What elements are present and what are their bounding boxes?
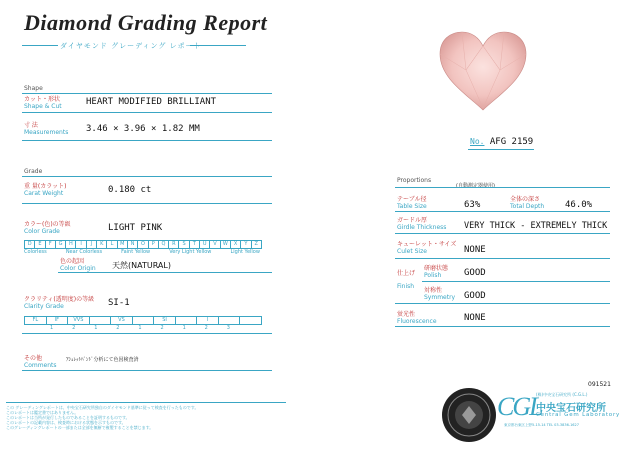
carat-label: 重 量(カラット) Carat Weight: [24, 183, 67, 197]
footer-note: このレポートは鑑定書ではありません。: [6, 410, 79, 415]
color-scale-cell: H: [66, 241, 76, 248]
color-grade-scale: [24, 240, 262, 249]
grade-rule: [22, 176, 272, 177]
clarity-scale-cell: VVS: [68, 317, 90, 324]
footer-note: このグレーディングレポートの一部または全部を無断で複製することを禁じます。: [6, 425, 154, 430]
footer-note: この グレーディングレポートは、中央宝石研究所独自のダイヤモンド基準に従って検査を行ったものです。: [6, 405, 199, 410]
footer-rule: [6, 402, 286, 403]
color-scale-caption: Colorless: [24, 249, 47, 255]
polish-rule: [422, 281, 610, 282]
culet-label: キューレット・サイズ Culet Size: [397, 241, 457, 255]
measurements-value: 3.46 × 3.96 × 1.82 MM: [86, 124, 200, 134]
color-scale-cell: E: [35, 241, 45, 248]
girdle-value: VERY THICK - EXTREMELY THICK: [464, 221, 608, 231]
color-origin-rule: [58, 272, 272, 273]
clarity-scale-cell: IF: [47, 317, 69, 324]
color-scale-cell: I: [76, 241, 86, 248]
lab-name-en: Central Gem Laboratory: [536, 412, 621, 418]
footer-notes: [6, 405, 256, 430]
total-depth-value: 46.0%: [565, 200, 593, 210]
clarity-scale-number: 2: [72, 325, 76, 331]
fluorescence-rule: [395, 326, 610, 327]
clarity-scale-number: 3: [226, 325, 230, 331]
clarity-scale-number: 1: [50, 325, 54, 331]
culet-rule: [395, 258, 610, 259]
footer-note: このレポートの記載内容は、検査時における状態を示すものです。: [6, 420, 126, 425]
clarity-scale-cell: [133, 317, 155, 324]
color-scale-caption: Very Light Yellow: [169, 249, 212, 255]
polish-value: GOOD: [464, 268, 486, 278]
color-scale-caption: Light Yellow: [230, 249, 260, 255]
color-scale-cell: J: [87, 241, 97, 248]
clarity-scale-cell: [219, 317, 241, 324]
color-scale-cell: U: [200, 241, 210, 248]
color-scale-cell: T: [190, 241, 200, 248]
girdle-rule: [395, 233, 610, 234]
color-scale-cell: Q: [159, 241, 169, 248]
color-scale-cell: F: [46, 241, 56, 248]
clarity-label: クラリティ(透明度)の等級 Clarity Grade: [24, 296, 95, 310]
shape-cut-label: カット・形状 Shape & Cut: [24, 96, 62, 110]
clarity-scale-number: 1: [182, 325, 186, 331]
shape-cut-rule: [22, 112, 272, 113]
color-scale-cell: L: [107, 241, 117, 248]
clarity-scale-number: 1: [138, 325, 142, 331]
lab-logo: CGL: [497, 392, 542, 421]
polish-label: 研磨状態 Polish: [424, 265, 449, 279]
color-value: LIGHT PINK: [108, 223, 163, 233]
shape-heading: Shape: [24, 85, 43, 92]
symmetry-value: GOOD: [464, 291, 486, 301]
comments-rule: [22, 370, 272, 371]
comments-value: ｱｼｭﾚｯﾄﾊﾞﾝﾄﾞ分析にて色因検査済: [66, 357, 139, 363]
finish-label: 仕上げ Finish: [397, 270, 416, 290]
fluorescence-value: NONE: [464, 313, 486, 323]
measurements-label: 寸 法 Measurements: [24, 122, 69, 136]
serial-number: 091521: [588, 381, 611, 388]
comments-label: その他 Comments: [24, 355, 57, 369]
clarity-scale-cell: [90, 317, 112, 324]
fluorescence-label: 蛍光性 Fluorescence: [397, 311, 437, 325]
girdle-label: ガードル厚 Girdle Thickness: [397, 217, 447, 231]
clarity-scale-cell: [176, 317, 198, 324]
subtitle-rule-left: [22, 45, 58, 46]
clarity-scale-cell: [240, 317, 261, 324]
clarity-rule: [22, 333, 272, 334]
report-number: No. AFG 2159: [470, 137, 534, 147]
shape-cut-value: HEART MODIFIED BRILLIANT: [86, 97, 217, 107]
clarity-scale-cell: SI: [154, 317, 176, 324]
color-scale-cell: Z: [254, 241, 258, 247]
color-scale-cell: V: [210, 241, 220, 248]
lab-name-jp: 中央宝石研究所: [536, 403, 606, 414]
clarity-scale-cell: FL: [25, 317, 47, 324]
color-scale-cell: M: [118, 241, 128, 248]
color-scale-cell: K: [97, 241, 107, 248]
measurements-rule: [22, 140, 272, 141]
clarity-scale-number: 2: [160, 325, 164, 331]
color-scale-cell: D: [25, 241, 35, 248]
color-origin-value: 天然(NATURAL): [112, 261, 171, 270]
color-scale-cell: S: [179, 241, 189, 248]
color-scale-cell: O: [138, 241, 148, 248]
embossed-seal-icon: [440, 386, 498, 444]
color-scale-cell: W: [221, 241, 231, 248]
color-scale-cell: N: [128, 241, 138, 248]
color-label: カラー(色)の等級 Color Grade: [24, 221, 71, 235]
culet-value: NONE: [464, 245, 486, 255]
color-scale-cell: X: [231, 241, 241, 248]
color-scale-caption: Faint Yellow: [121, 249, 151, 255]
clarity-scale-number: 2: [116, 325, 120, 331]
grade-heading: Grade: [24, 168, 43, 175]
symmetry-rule: [395, 303, 610, 304]
clarity-scale-cell: VS: [111, 317, 133, 324]
color-scale-captions: [24, 249, 260, 255]
shape-rule: [22, 93, 272, 94]
color-scale-caption: Near Colorless: [65, 249, 103, 255]
lab-address: 東京都台東区上野5-15-14 TEL 03-3836-1627: [504, 423, 579, 427]
color-scale-cell: R: [169, 241, 179, 248]
table-size-label: テーブル径 Table Size: [397, 196, 427, 210]
clarity-value: SI-1: [108, 298, 130, 308]
total-depth-label: 全体の深さ Total Depth: [510, 196, 545, 210]
lab-small-jp: (株)中央宝石研究所 (C.G.L.): [536, 392, 588, 397]
proportions-note: (自動測定器使用): [456, 183, 495, 189]
proportions-rule: [395, 187, 610, 188]
report-number-rule: [468, 149, 534, 150]
subtitle-rule-right: [190, 45, 246, 46]
heart-diamond-image: [436, 30, 530, 112]
table-rule: [395, 211, 610, 212]
carat-rule: [22, 203, 272, 204]
proportions-heading: Proportions: [397, 177, 432, 184]
symmetry-label: 対称性 Symmetry: [424, 287, 456, 301]
table-size-value: 63%: [464, 200, 481, 210]
color-origin-label: 色の起因 Color Origin: [60, 258, 96, 272]
clarity-scale-number: 1: [94, 325, 98, 331]
color-scale-cell: G: [56, 241, 66, 248]
footer-note: このレポートは当所が発行したものであることを証明するものです。: [6, 415, 130, 420]
clarity-scale-cell: I: [197, 317, 219, 324]
color-scale-cell: P: [149, 241, 159, 248]
report-subtitle: ダイヤモンド グレーディング レポート: [60, 42, 202, 50]
clarity-scale-numbers: [50, 325, 230, 331]
carat-value: 0.180 ct: [108, 185, 152, 195]
clarity-grade-scale: [24, 316, 262, 325]
clarity-scale-number: 2: [204, 325, 208, 331]
report-title: Diamond Grading Report: [24, 10, 268, 35]
color-scale-cell: Y: [241, 241, 251, 248]
